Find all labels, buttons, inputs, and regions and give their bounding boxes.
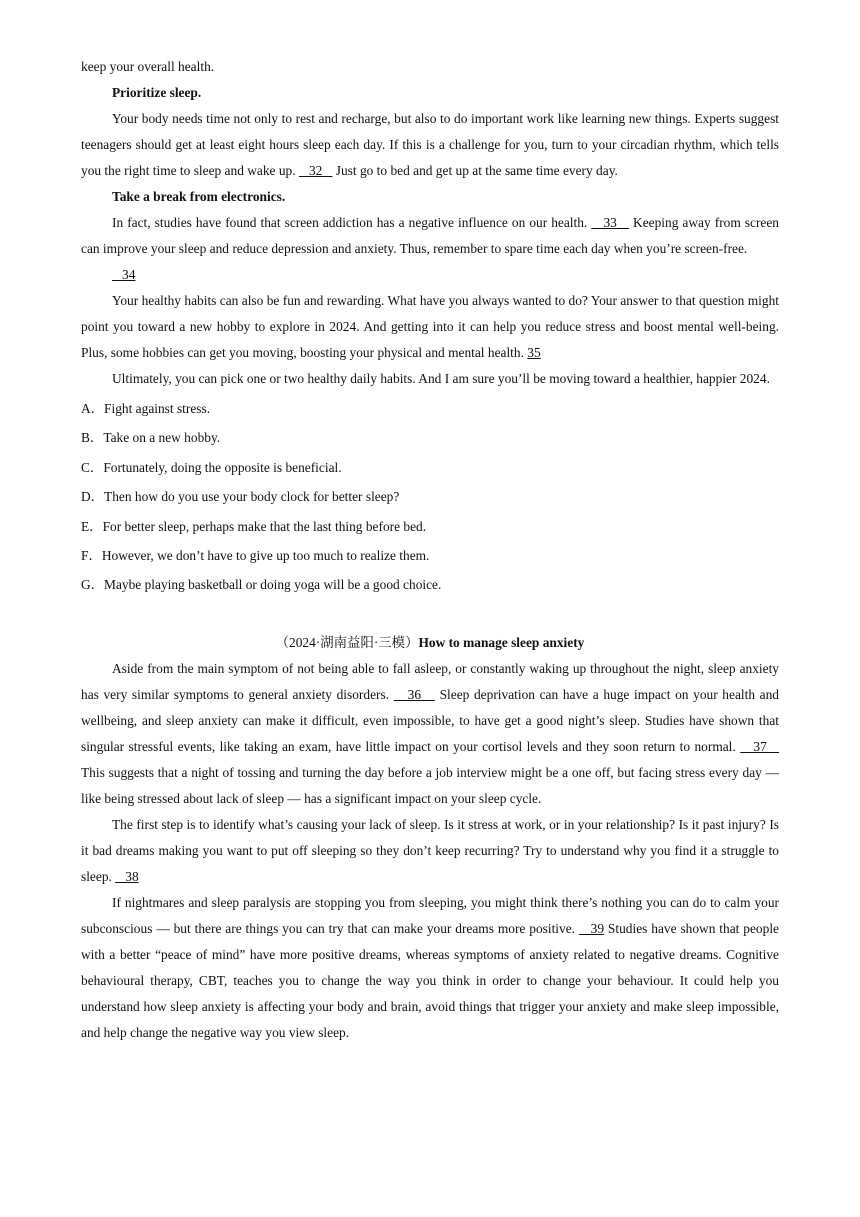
blank-33[interactable]: 33 bbox=[591, 215, 629, 230]
text: This suggests that a night of tossing and turning the day before a job interview might be a one off, but facing stress every day — like being stressed about lack of sleep — has a significant impact on your sleep cycle. bbox=[81, 764, 779, 806]
paragraph-nightmares bbox=[81, 890, 779, 1046]
text: In fact, studies have found that screen addiction has a negative influence on our health. bbox=[112, 215, 592, 230]
blank-35[interactable]: 35 bbox=[527, 345, 541, 360]
text: Aside from the main symptom of not being able to fall asleep, or constantly waking up throughout the night, sleep anxiety has very similar symptoms to general anxiety disorders. bbox=[81, 660, 779, 702]
options-list bbox=[81, 394, 779, 600]
blank-38[interactable]: 38 bbox=[115, 868, 139, 884]
text: Keeping away from screen can improve your sleep and reduce depression and anxiety. Thus, remember to spare time each day when you’re screen-free. bbox=[81, 215, 780, 256]
option-f[interactable]: F．However, we don’t have to give up too much to realize them. bbox=[81, 548, 430, 564]
heading-blank-34 bbox=[81, 262, 779, 288]
paragraph-hobbies bbox=[81, 288, 779, 366]
text: The first step is to identify what’s causing your lack of sleep. Is it stress at work, or in your relationship? Is it past injury? Is it bad dreams making you want to put off sleeping so they don’t keep recurring? Try to understand why you find it a struggle to sleep. bbox=[81, 816, 779, 884]
text: Your body needs time not only to rest and recharge, but also to do important work like learning new things. Experts suggest teenagers should get at least eight hours sleep each day. If this is a challenge for you, turn to your circadian rhythm, which tells you the right time to sleep and wake up. bbox=[81, 111, 779, 178]
option-g[interactable]: G．Maybe playing basketball or doing yoga will be a good choice. bbox=[81, 577, 442, 593]
document-page bbox=[81, 54, 779, 1046]
paragraph-symptoms bbox=[81, 656, 779, 812]
passage-title bbox=[81, 629, 779, 656]
heading-electronics: Take a break from electronics. bbox=[112, 189, 286, 204]
option-b[interactable]: B．Take on a new hobby. bbox=[81, 430, 221, 446]
option-a[interactable]: A．Fight against stress. bbox=[81, 401, 211, 416]
text: Studies have shown that people with a better “peace of mind” have more positive dreams, whereas symptoms of anxiety related to negative dreams. Cognitive behavioural therapy, CBT, teaches you to change the way you think in order to change your behaviour. It could help you understand how sleep anxiety is affecting your body and brain, avoid things that trigger your anxiety and make sleep impossible, and help change the negative way you view sleep. bbox=[81, 920, 779, 1040]
paragraph-first-step bbox=[81, 812, 779, 890]
text: If nightmares and sleep paralysis are stopping you from sleeping, you might think there’s nothing you can do to calm your subconscious — but there are things you can try that can make your dreams more positive. bbox=[81, 894, 779, 936]
blank-34[interactable]: 34 bbox=[112, 267, 136, 282]
option-c[interactable]: C．Fortunately, doing the opposite is beneficial. bbox=[81, 459, 342, 475]
paragraph-continuation: keep your overall health. bbox=[81, 59, 215, 74]
text: Just go to bed and get up at the same time every day. bbox=[332, 163, 618, 178]
heading-prioritize-sleep: Prioritize sleep. bbox=[112, 85, 202, 100]
text: Sleep deprivation can have a huge impact on your health and wellbeing, and sleep anxiety can make it difficult, even impossible, to have get a good night’s sleep. Studies have shown that singular stressful events, like taking an exam, have little impact on your cortisol levels and they soon return to normal. bbox=[81, 686, 780, 754]
option-d[interactable]: D．Then how do you use your body clock for better sleep? bbox=[81, 489, 400, 505]
option-e[interactable]: E．For better sleep, perhaps make that the last thing before bed. bbox=[81, 518, 427, 534]
blank-37[interactable]: 37 bbox=[740, 738, 779, 754]
paragraph-conclusion: Ultimately, you can pick one or two healthy daily habits. And I am sure you’ll be moving toward a healthier, happier 2024. bbox=[112, 371, 770, 386]
blank-39[interactable]: 39 bbox=[578, 920, 605, 936]
blank-32[interactable]: 32 bbox=[298, 163, 333, 178]
source-label: （2024·湖南益阳·三模） bbox=[275, 634, 419, 650]
paragraph-electronics bbox=[81, 210, 779, 262]
title-text: How to manage sleep anxiety bbox=[418, 634, 585, 650]
text: Your healthy habits can also be fun and rewarding. What have you always wanted to do? Your answer to that question might point you toward a new hobby to explore in 2024. And getting into it can help you reduce stress and boost mental well-being. Plus, some hobbies can get you moving, boosting your physical and mental health. bbox=[81, 293, 779, 360]
paragraph-sleep bbox=[81, 106, 779, 184]
blank-36[interactable]: 36 bbox=[393, 686, 435, 702]
